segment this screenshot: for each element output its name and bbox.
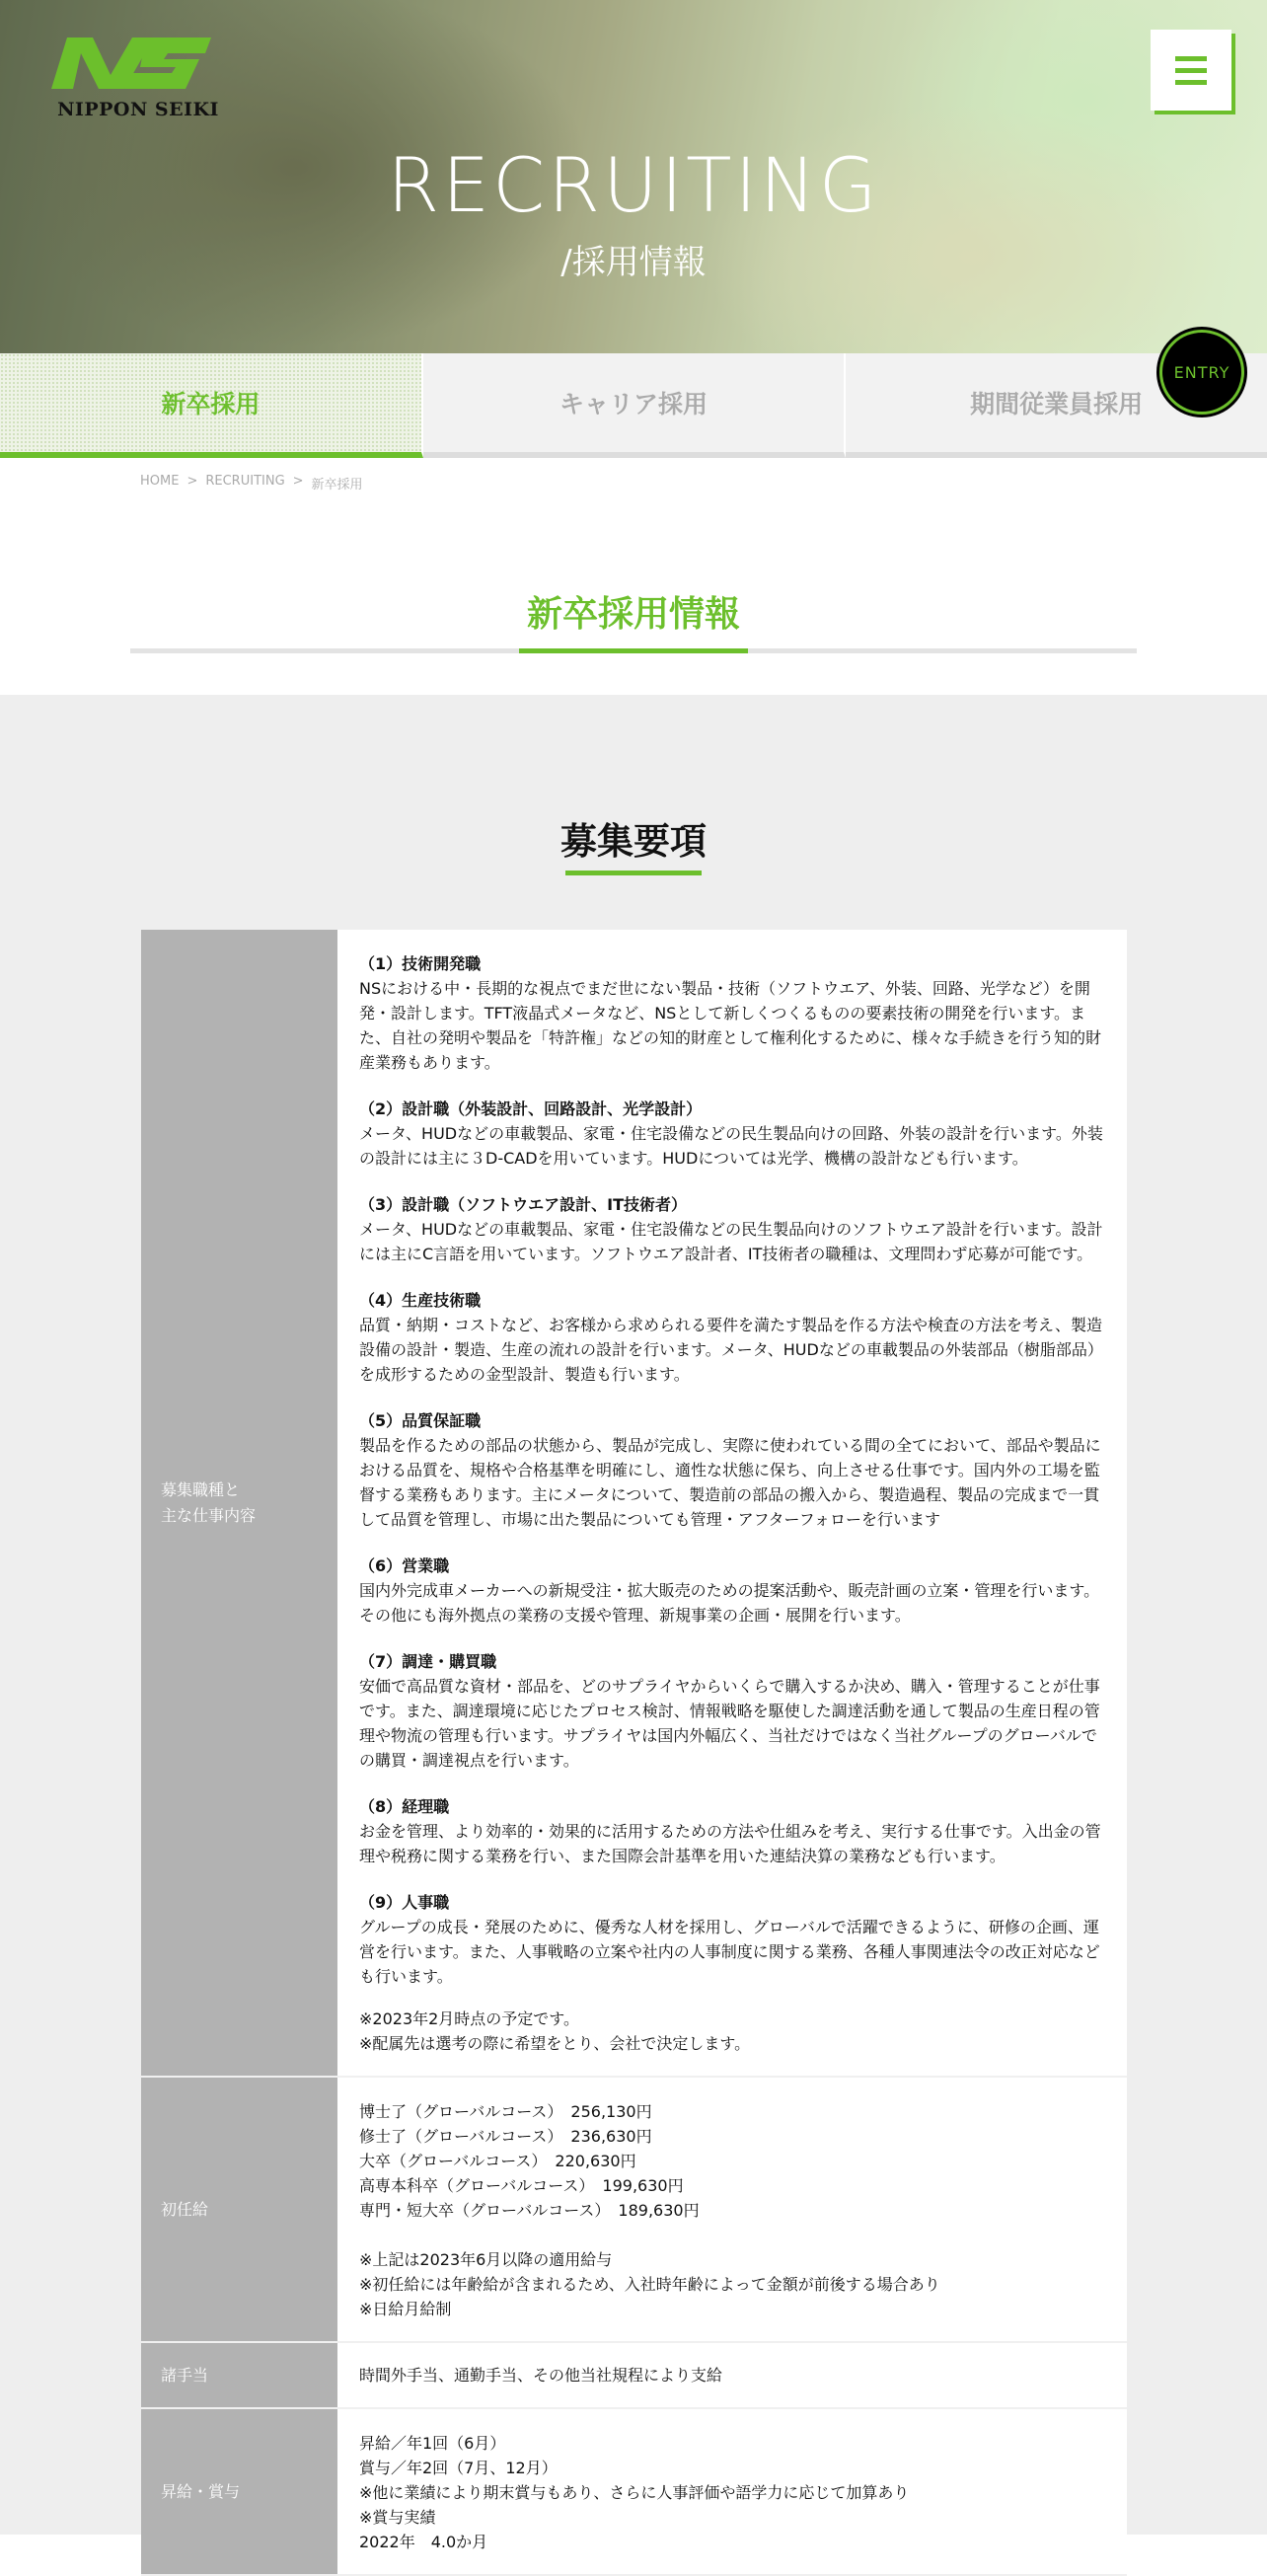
- job-description: 品質・納期・コストなど、お客様から求められる要件を満たす製品を作る方法や検査の方法を考え、製造設備の設計・製造、生産の流れの設計を行います。メータ、HUDなどの車載製品の外装部品（樹脂部品）を成形するための金型設計、製造も行います。: [359, 1316, 1103, 1384]
- hero-banner: [0, 0, 1267, 353]
- row-label: [141, 930, 337, 2076]
- salary-line: 高専本科卒（グローバルコース） 199,630円: [359, 2176, 684, 2195]
- job-item: [359, 1649, 1105, 1773]
- job-item: [359, 1288, 1105, 1387]
- note: ※配属先は選考の際に希望をとり、会社で決定します。: [359, 2034, 751, 2053]
- job-item: [359, 1890, 1105, 1989]
- raise-bonus-line: 賞与／年2回（7月、12月）: [359, 2459, 558, 2477]
- row-label: 諸手当: [141, 2343, 337, 2407]
- job-item: [359, 1192, 1105, 1266]
- salary-line: 修士了（グローバルコース） 236,630円: [359, 2127, 652, 2146]
- job-description: 国内外完成車メーカーへの新規受注・拡大販売のための提案活動や、販売計画の立案・管理を行います。その他にも海外拠点の業務の支援や管理、新規事業の企画・展開を行います。: [359, 1581, 1100, 1625]
- requirements-table: [141, 930, 1127, 2576]
- table-row: [141, 2078, 1127, 2343]
- job-title: （8）経理職: [359, 1797, 450, 1816]
- ns-logo-mark-icon: [37, 28, 239, 97]
- row-content: [337, 2409, 1127, 2574]
- job-title: （9）人事職: [359, 1893, 450, 1912]
- table-row: [141, 2409, 1127, 2576]
- salary-line: 博士了（グローバルコース） 256,130円: [359, 2102, 652, 2121]
- job-description: メータ、HUDなどの車載製品、家電・住宅設備などの民生製品向けのソフトウエア設計を行います。設計には主にC言語を用いています。ソフトウエア設計者、IT技術者の職種は、文理問わず応募が可能です。: [359, 1220, 1103, 1263]
- raise-bonus-line: ※他に業績により期末賞与もあり、さらに人事評価や語学力に応じて加算あり: [359, 2483, 910, 2502]
- row-label: 初任給: [141, 2078, 337, 2341]
- job-title: （4）生産技術職: [359, 1291, 482, 1310]
- job-item: [359, 951, 1105, 1075]
- note: ※2023年2月時点の予定です。: [359, 2009, 580, 2028]
- note: ※上記は2023年6月以降の適用給与: [359, 2250, 613, 2269]
- hero-subtitle: /採用情報: [560, 243, 707, 282]
- job-item: [359, 1097, 1105, 1171]
- breadcrumb-separator: >: [292, 474, 304, 489]
- job-title: （5）品質保証職: [359, 1411, 482, 1430]
- breadcrumb: [140, 474, 363, 492]
- row-label-line: 主な仕事内容: [161, 1505, 257, 1525]
- breadcrumb-home-link[interactable]: HOME: [140, 474, 180, 489]
- job-description: グループの成長・発展のために、優秀な人材を採用し、グローバルで活躍できるように、研修の企画、運営を行います。また、人事戦略の立案や社内の人事制度に関する業務、各種人事関連法令の改正対応なども行います。: [359, 1918, 1100, 1986]
- hero-title: RECRUITING: [387, 141, 880, 229]
- row-label: 昇給・賞与: [141, 2409, 337, 2574]
- note: ※日給月給制: [359, 2300, 452, 2318]
- salary-line: 専門・短大卒（グローバルコース） 189,630円: [359, 2201, 700, 2220]
- job-description: メータ、HUDなどの車載製品、家電・住宅設備などの民生製品向けの回路、外装の設計を行います。外装の設計には主に３D-CADを用いています。HUDについては光学、機構の設計なども行います。: [359, 1124, 1103, 1168]
- row-content: 時間外手当、通勤手当、その他当社規程により支給: [337, 2343, 1127, 2407]
- requirements-title: 募集要項: [560, 820, 707, 863]
- title-divider-accent: [519, 648, 748, 653]
- tab-career[interactable]: キャリア採用: [423, 353, 847, 458]
- raise-bonus-line: 2022年 4.0か月: [359, 2533, 488, 2551]
- job-description: 安価で高品質な資材・部品を、どのサプライヤからいくらで購入するか決め、購入・管理することが仕事です。また、調達環境に応じたプロセス検討、情報戦略を駆使した調達活動を通して製品の生産日程の管理や物流の管理も行います。サプライヤは国内外幅広く、当社だけではなく当社グループのグローバルでの購買・調達視点を行います。: [359, 1677, 1100, 1770]
- tab-fixed-term[interactable]: 期間従業員採用: [846, 353, 1267, 458]
- tab-new-graduate[interactable]: 新卒採用: [0, 353, 423, 458]
- job-title: （7）調達・購買職: [359, 1652, 497, 1671]
- breadcrumb-current: 新卒採用: [311, 478, 363, 492]
- row-content: [337, 930, 1127, 2076]
- table-row: [141, 930, 1127, 2078]
- note: ※初任給には年齢給が含まれるため、入社時年齢によって金額が前後する場合あり: [359, 2275, 940, 2294]
- raise-bonus-line: ※賞与実績: [359, 2508, 436, 2527]
- recruit-tabs: [0, 353, 1267, 458]
- job-title: （3）設計職（ソフトウエア設計、IT技術者）: [359, 1195, 688, 1214]
- table-row: [141, 2343, 1127, 2409]
- job-title: （1）技術開発職: [359, 954, 482, 973]
- row-label-line: 募集職種と: [161, 1479, 241, 1499]
- menu-bar-icon: [1175, 68, 1207, 73]
- breadcrumb-recruiting-link[interactable]: RECRUITING: [205, 474, 285, 489]
- job-item: [359, 1794, 1105, 1868]
- job-description: 製品を作るための部品の状態から、製品が完成し、実際に使われている間の全てにおいて、部品や製品における品質を、規格や合格基準を明確にし、適性な状態に保ち、向上させる仕事です。国内外の工場を監督する業務もあります。主にメータについて、製造前の部品の搬入から、製造過程、製品の完成まで一貫して品質を管理し、市場に出た製品についても管理・アフターフォローを行います: [359, 1436, 1101, 1529]
- entry-button[interactable]: ENTRY: [1159, 330, 1244, 415]
- hamburger-menu-button[interactable]: [1151, 30, 1231, 111]
- menu-bar-icon: [1175, 56, 1207, 61]
- breadcrumb-separator: >: [186, 474, 198, 489]
- requirements-title-underline: [565, 871, 702, 875]
- job-description: NSにおける中・長期的な視点でまだ世にない製品・技術（ソフトウエア、外装、回路、光学など）を開発・設計します。TFT液晶式メータなど、NSとして新しくつくるものの要素技術の開発を行います。また、自社の発明や製品を「特許権」などの知的財産として権利化するために、様々な手続きを行う知的財産業務もあります。: [359, 979, 1102, 1072]
- job-description: お金を管理、より効率的・効果的に活用するための方法や仕組みを考え、実行する仕事です。入出金の管理や税務に関する業務を行い、また国際会計基準を用いた連結決算の業務なども行います。: [359, 1822, 1101, 1865]
- page-title: 新卒採用情報: [526, 594, 740, 635]
- row-content: [337, 2078, 1127, 2341]
- job-item: [359, 1408, 1105, 1532]
- nippon-seiki-logo[interactable]: [37, 28, 239, 118]
- menu-bar-icon: [1175, 80, 1207, 85]
- logo-text: NIPPON SEIKI: [57, 99, 219, 120]
- job-title: （2）設計職（外装設計、回路設計、光学設計）: [359, 1099, 703, 1118]
- job-title: （6）営業職: [359, 1556, 450, 1575]
- raise-bonus-line: 昇給／年1回（6月）: [359, 2434, 506, 2453]
- job-item: [359, 1553, 1105, 1628]
- salary-line: 大卒（グローバルコース） 220,630円: [359, 2152, 636, 2170]
